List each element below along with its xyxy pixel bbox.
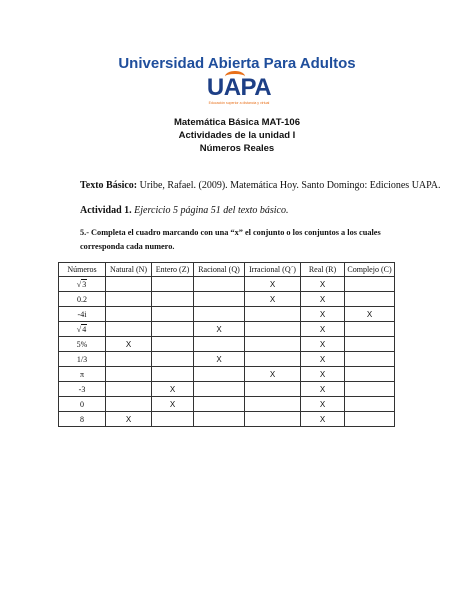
activity-label: Actividad 1. [80, 205, 132, 216]
mark-cell [106, 397, 152, 412]
mark-cell [345, 412, 395, 427]
number-cell: 5% [59, 337, 106, 352]
mark-cell [245, 397, 301, 412]
mark-cell: X [345, 307, 395, 322]
mark-cell [194, 412, 245, 427]
column-header: Racional (Q) [194, 263, 245, 277]
number-cell: 8 [59, 412, 106, 427]
logo-wordmark: UAPA [206, 74, 272, 101]
mark-cell [106, 352, 152, 367]
mark-cell: X [301, 382, 345, 397]
reference-line [80, 180, 460, 191]
sqrt-expression [77, 280, 87, 289]
mark-cell [152, 307, 194, 322]
table-row [59, 337, 395, 352]
mark-cell [245, 412, 301, 427]
reference-text: Uribe, Rafael. (2009). Matemática Hoy. Santo Domingo: Ediciones UAPA. [137, 180, 441, 191]
number-cell: 0.2 [59, 292, 106, 307]
mark-cell [106, 322, 152, 337]
mark-cell [194, 367, 245, 382]
mark-cell [245, 322, 301, 337]
number-cell: -3 [59, 382, 106, 397]
mark-cell [106, 382, 152, 397]
column-header: Real (R) [301, 263, 345, 277]
mark-cell [345, 337, 395, 352]
mark-cell [152, 412, 194, 427]
table-row [59, 277, 395, 292]
exercise-instruction: 5.- Completa el cuadro marcando con una “x” el conjunto o los conjuntos a los cuales corresponda cada numero. [80, 228, 381, 251]
reference-label: Texto Básico: [80, 180, 138, 191]
column-header: Números [59, 263, 106, 277]
mark-cell [106, 367, 152, 382]
sqrt-symbol-icon: √ [76, 324, 82, 334]
university-title: Universidad Abierta Para Adultos [118, 55, 356, 72]
mark-cell: X [301, 307, 345, 322]
mark-cell [194, 337, 245, 352]
mark-cell [152, 337, 194, 352]
sqrt-expression [77, 325, 87, 334]
activity-text: Ejercicio 5 página 51 del texto básico. [131, 205, 289, 216]
mark-cell: X [194, 322, 245, 337]
mark-cell [152, 292, 194, 307]
mark-cell [345, 277, 395, 292]
mark-cell: X [245, 277, 301, 292]
mark-cell [245, 307, 301, 322]
mark-cell [152, 322, 194, 337]
table-row [59, 367, 395, 382]
mark-cell: X [152, 397, 194, 412]
mark-cell: X [152, 382, 194, 397]
topic-name: Números Reales [199, 143, 275, 154]
mark-cell [152, 352, 194, 367]
mark-cell [106, 292, 152, 307]
table-row [59, 352, 395, 367]
number-cell: 1/3 [59, 352, 106, 367]
mark-cell [152, 277, 194, 292]
mark-cell: X [194, 352, 245, 367]
mark-cell [345, 322, 395, 337]
mark-cell [245, 352, 301, 367]
mark-cell [152, 367, 194, 382]
number-cell [59, 277, 106, 292]
mark-cell [345, 397, 395, 412]
radicand: 3 [82, 279, 87, 289]
mark-cell [106, 277, 152, 292]
mark-cell: X [301, 352, 345, 367]
course-header [0, 116, 474, 155]
course-name: Matemática Básica MAT-106 [173, 117, 301, 128]
mark-cell [245, 337, 301, 352]
logo-swoosh-icon [225, 71, 245, 82]
mark-cell: X [301, 412, 345, 427]
column-header: Entero (Z) [152, 263, 194, 277]
table-row [59, 382, 395, 397]
radicand: 4 [82, 324, 87, 334]
unit-name: Actividades de la unidad I [178, 130, 296, 141]
table-row [59, 397, 395, 412]
mark-cell: X [301, 397, 345, 412]
sqrt-symbol-icon: √ [76, 279, 82, 289]
mark-cell [245, 382, 301, 397]
number-cell: π [59, 367, 106, 382]
mark-cell: X [106, 337, 152, 352]
number-cell: -4i [59, 307, 106, 322]
mark-cell: X [301, 337, 345, 352]
mark-cell: X [245, 292, 301, 307]
mark-cell [345, 292, 395, 307]
number-sets-table [58, 262, 395, 427]
mark-cell [194, 382, 245, 397]
mark-cell [194, 292, 245, 307]
column-header: Irracional (Q´) [245, 263, 301, 277]
mark-cell [345, 382, 395, 397]
mark-cell: X [301, 322, 345, 337]
table-header-row [59, 263, 395, 277]
table-row [59, 292, 395, 307]
table-row [59, 322, 395, 337]
number-cell [59, 322, 106, 337]
mark-cell [345, 352, 395, 367]
number-cell: 0 [59, 397, 106, 412]
mark-cell: X [301, 277, 345, 292]
activity-line [80, 205, 460, 216]
mark-cell [194, 397, 245, 412]
logo-tagline: Educación superior a distancia y virtual [208, 101, 270, 105]
column-header: Complejo (C) [345, 263, 395, 277]
mark-cell [345, 367, 395, 382]
mark-cell [106, 307, 152, 322]
table-row [59, 307, 395, 322]
mark-cell [194, 307, 245, 322]
mark-cell: X [301, 292, 345, 307]
table-row [59, 412, 395, 427]
mark-cell: X [106, 412, 152, 427]
mark-cell [194, 277, 245, 292]
column-header: Natural (N) [106, 263, 152, 277]
uapa-logo [203, 76, 275, 112]
mark-cell: X [245, 367, 301, 382]
mark-cell: X [301, 367, 345, 382]
